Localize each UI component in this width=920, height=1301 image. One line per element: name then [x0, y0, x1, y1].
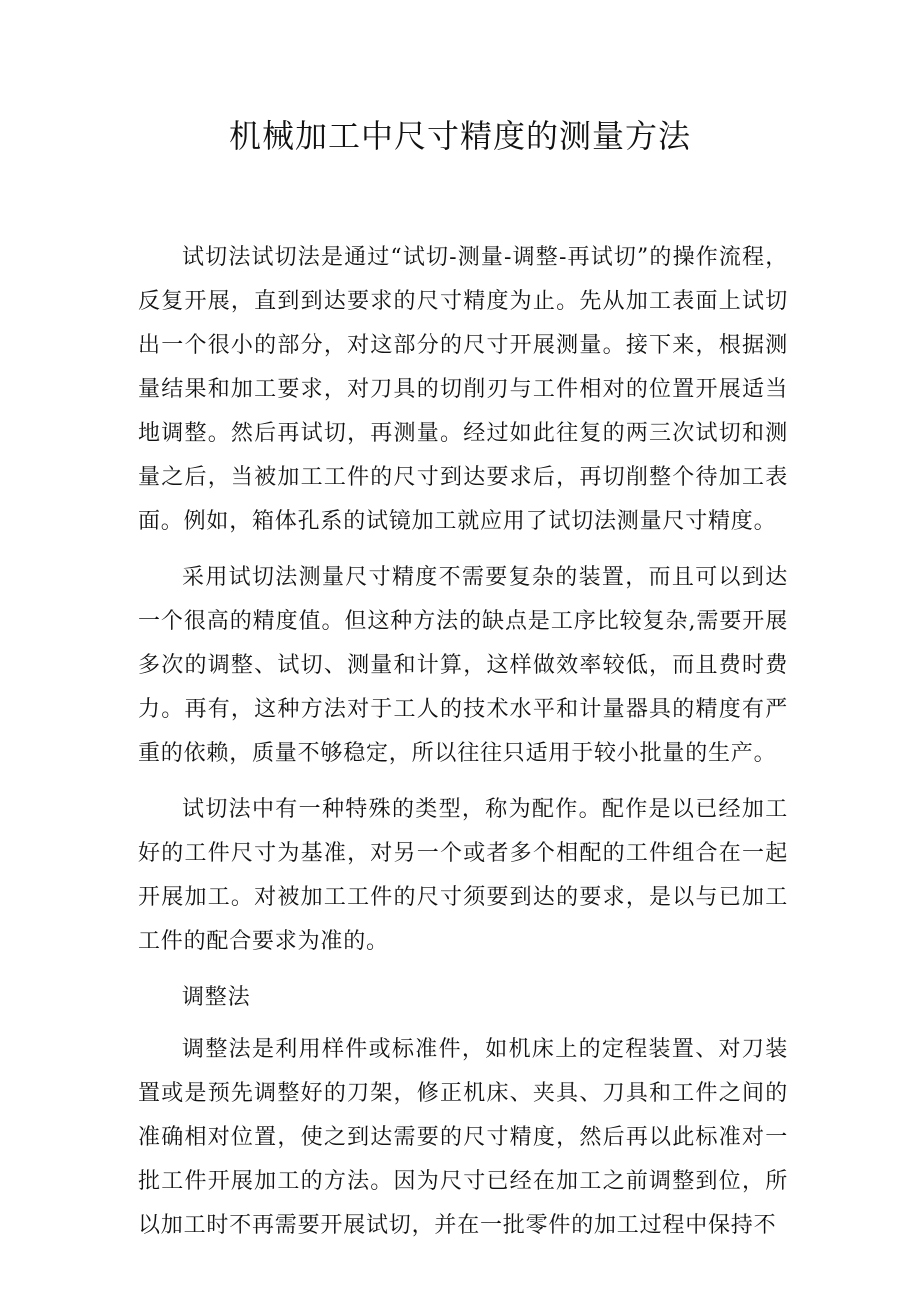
- paragraph-trial-cut-method: 试切法试切法是通过“试切-测量-调整-再试切”的操作流程，反复开展，直到到达要求的尺寸精度为止。先从加工表面上试切出一个很小的部分，对这部分的尺寸开展测量。接下来，根据测量结果和加工要求，对刀具的切削刃与工件相对的位置开展适当地调整。然后再试切，再测量。经过如此往复的两三次试切和测量之后，当被加工工件的尺寸到达要求后，再切削整个待加工表面。例如，箱体孔系的试镜加工就应用了试切法测量尺寸精度。: [138, 245, 788, 534]
- paragraph-matching-machining: 试切法中有一种特殊的类型，称为配作。配作是以已经加工好的工件尺寸为基准，对另一个或者多个相配的工件组合在一起开展加工。对被加工工件的尺寸须要到达的要求，是以与已加工工件的配合要求为准的。: [138, 797, 788, 954]
- page-title: 机械加工中尺寸精度的测量方法: [228, 117, 691, 155]
- section-heading-adjustment-method: 调整法: [182, 985, 251, 1010]
- paragraph-trial-cut-pros-cons: 采用试切法测量尺寸精度不需要复杂的装置，而且可以到达一个很高的精度值。但这种方法的缺点是工序比较复杂,需要开展多次的调整、试切、测量和计算，这样做效率较低，而且费时费力。再有，这种方法对于工人的技术水平和计量器具的精度有严重的依赖，质量不够稳定，所以往往只适用于较小批量的生产。: [138, 565, 788, 766]
- paragraph-adjustment-method: 调整法是利用样件或标准件，如机床上的定程装置、对刀装置或是预先调整好的刀架，修正机床、夹具、刀具和工件之间的准确相对位置，使之到达需要的尺寸精度，然后再以此标准对一批工件开展加工的方法。因为尺寸已经在加工之前调整到位，所以加工时不再需要开展试切，并在一批零件的加工过程中保持不: [138, 1037, 788, 1238]
- document-body: [138, 236, 788, 1260]
